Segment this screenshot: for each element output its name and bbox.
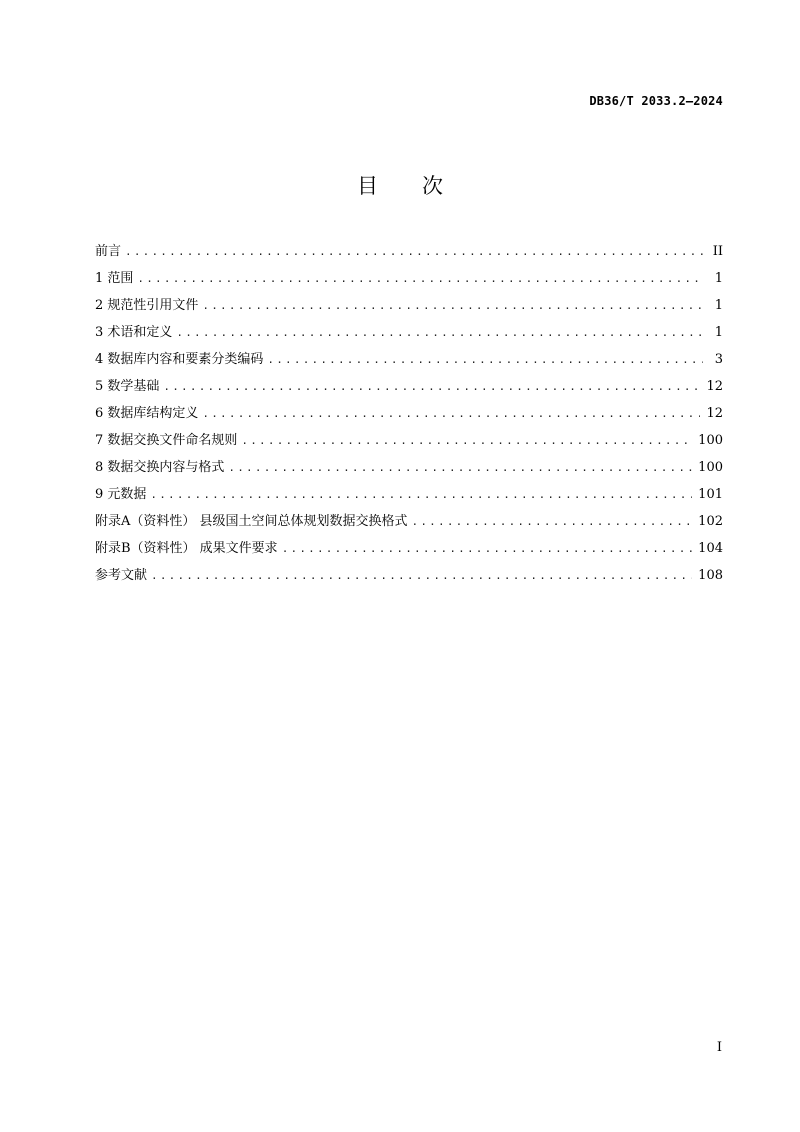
toc-entry[interactable] <box>95 292 723 319</box>
toc-leader-dots <box>150 481 692 508</box>
toc-entry-page: 1 <box>714 325 723 340</box>
toc-leader-dots <box>241 427 692 454</box>
toc-leader-dots <box>125 238 703 265</box>
document-code: DB36/T 2033.2—2024 <box>589 94 723 108</box>
toc-entry[interactable] <box>95 373 723 400</box>
toc-entry-page: 100 <box>698 460 723 475</box>
page-number: I <box>716 1040 722 1055</box>
toc-entry-label: 8 数据交换内容与格式 <box>95 460 225 475</box>
toc-entry[interactable] <box>95 319 723 346</box>
toc-entry-label: 9 元数据 <box>95 487 147 502</box>
toc-leader-dots <box>202 292 703 319</box>
toc-entry[interactable] <box>95 346 723 373</box>
toc-entry-page: 1 <box>714 271 723 286</box>
toc-entry-label: 1 范围 <box>95 271 134 286</box>
toc-entry-label: 2 规范性引用文件 <box>95 298 199 313</box>
toc-entry-label: 4 数据库内容和要素分类编码 <box>95 352 264 367</box>
toc-entry-label: 附录B（资料性） 成果文件要求 <box>95 541 278 556</box>
toc-leader-dots <box>202 400 700 427</box>
toc-entry-label: 附录A（资料性） 县级国土空间总体规划数据交换格式 <box>95 514 408 529</box>
toc-entry-page: 104 <box>698 541 723 556</box>
toc-entry-page: 3 <box>714 352 723 367</box>
toc-entry-label: 7 数据交换文件命名规则 <box>95 433 238 448</box>
toc-leader-dots <box>282 535 692 562</box>
toc-entry-page: 12 <box>706 406 723 421</box>
toc-entry[interactable] <box>95 265 723 292</box>
toc-entry-page: 101 <box>698 487 723 502</box>
toc-entry-label: 前言 <box>95 244 122 259</box>
toc-entry[interactable] <box>95 562 723 589</box>
toc-leader-dots <box>228 454 692 481</box>
toc-entry[interactable] <box>95 535 723 562</box>
toc-leader-dots <box>137 265 703 292</box>
toc-entry[interactable] <box>95 400 723 427</box>
toc-leader-dots <box>176 319 703 346</box>
toc-entry-page: 100 <box>698 433 723 448</box>
toc-entry-page: 102 <box>698 514 723 529</box>
toc-entry[interactable] <box>95 238 723 265</box>
toc-entry-label: 6 数据库结构定义 <box>95 406 199 421</box>
toc-entry-page: 12 <box>706 379 723 394</box>
toc-entry[interactable] <box>95 508 723 535</box>
table-of-contents <box>95 238 723 589</box>
toc-entry-page: 1 <box>714 298 723 313</box>
toc-leader-dots <box>163 373 700 400</box>
toc-entry-label: 5 数学基础 <box>95 379 160 394</box>
toc-leader-dots <box>151 562 692 589</box>
toc-entry[interactable] <box>95 427 723 454</box>
toc-entry-page: 108 <box>698 568 723 583</box>
toc-entry-label: 3 术语和定义 <box>95 325 173 340</box>
page-title: 目次 <box>357 174 487 198</box>
toc-leader-dots <box>412 508 693 535</box>
toc-entry[interactable] <box>95 481 723 508</box>
toc-entry[interactable] <box>95 454 723 481</box>
toc-leader-dots <box>267 346 703 373</box>
toc-entry-label: 参考文献 <box>95 568 148 583</box>
toc-entry-page: II <box>712 244 723 259</box>
